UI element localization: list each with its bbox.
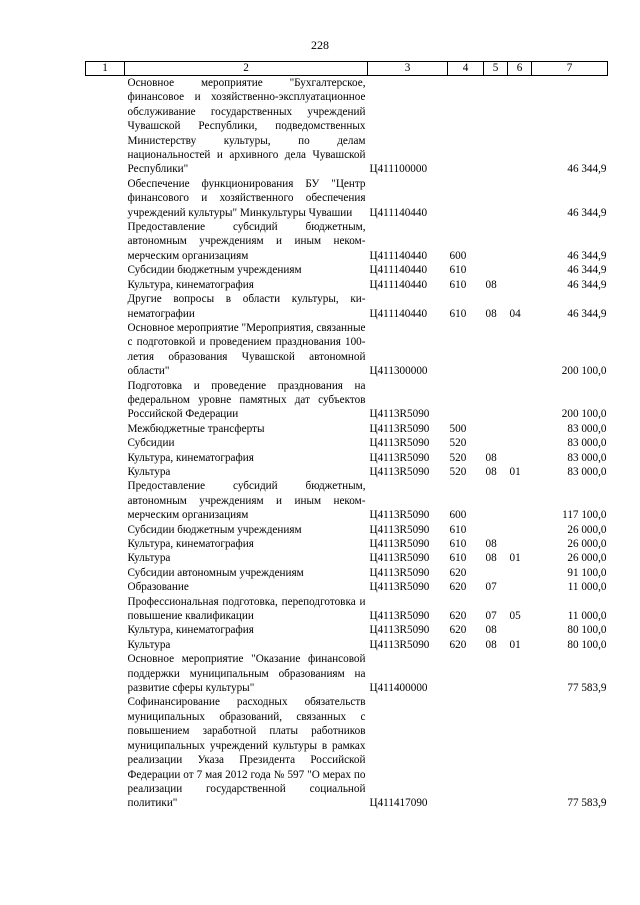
row-expense-type-cell: 620 <box>449 581 467 594</box>
row-col-1-cell <box>86 580 125 594</box>
row-name-cell: Культура, кинематография <box>127 624 254 637</box>
row-name-cell: Субсидии бюджетным учреждениям <box>127 264 302 277</box>
row-name-cell: Культура, кинематография <box>127 538 254 550</box>
row-col-1-cell <box>86 537 125 551</box>
row-target-article-cell: Ц411140440 <box>369 278 428 291</box>
row-amount-cell: 77 583,9 <box>567 797 607 810</box>
row-target-article-cell: Ц411140440 <box>369 206 428 219</box>
row-amount-cell: 26 000,0 <box>567 538 607 550</box>
table-row <box>86 652 608 695</box>
table-row <box>86 523 608 537</box>
row-target-article-cell: Ц4113R5090 <box>369 552 430 565</box>
row-name-cell: Софинансирование расходных обязательств муниципальных образований, связанных с повышением заработной платы работников муниципальных учреждений культуры в рамках реализации Указа Президента Российской Федерации от 7 мая 2012 года № 597 "О мерах по реализации государственной социальной политики" <box>127 696 366 810</box>
row-name-cell: Профессиональная подготовка, переподготовка и повышение квалификации <box>127 595 366 623</box>
row-amount-cell: 46 344,9 <box>567 307 607 320</box>
table-header <box>86 62 608 76</box>
row-target-article-cell: Ц4113R5090 <box>369 581 430 594</box>
row-subsection-cell <box>508 177 532 220</box>
row-expense-type-cell: 520 <box>449 437 467 450</box>
row-col-1-cell <box>86 76 125 177</box>
header-col-6: 6 <box>508 62 532 76</box>
header-row <box>86 62 608 76</box>
row-target-article-cell: Ц4113R5090 <box>369 509 430 522</box>
header-col-1: 1 <box>86 62 125 76</box>
header-col-7: 7 <box>532 62 608 76</box>
row-name-cell: Основное мероприятие "Мероприятия, связанные с подготовкой и проведением празднования 100-летия образования Чувашской автономной области" <box>127 321 366 378</box>
row-amount-cell: 83 000,0 <box>567 437 607 450</box>
row-subsection-cell: 04 <box>509 307 521 320</box>
row-target-article-cell: Ц411417090 <box>369 797 428 810</box>
row-amount-cell: 77 583,9 <box>567 682 607 695</box>
table-row <box>86 263 608 277</box>
row-section-cell <box>484 695 508 810</box>
row-expense-type-cell <box>448 695 484 810</box>
row-col-1-cell <box>86 278 125 292</box>
row-subsection-cell: 01 <box>509 465 521 478</box>
row-subsection-cell <box>508 566 532 580</box>
table-row <box>86 479 608 522</box>
row-section-cell <box>484 263 508 277</box>
row-section-cell: 08 <box>485 538 497 550</box>
row-section-cell <box>484 422 508 436</box>
row-expense-type-cell <box>448 379 484 422</box>
row-section-cell: 08 <box>485 465 497 478</box>
table-row <box>86 566 608 580</box>
row-col-1-cell <box>86 292 125 321</box>
row-subsection-cell <box>508 580 532 594</box>
row-expense-type-cell <box>448 177 484 220</box>
table-row <box>86 220 608 263</box>
row-subsection-cell <box>508 479 532 522</box>
row-subsection-cell <box>508 523 532 537</box>
table-row <box>86 551 608 565</box>
row-name-cell: Культура, кинематография <box>127 451 254 464</box>
row-subsection-cell <box>508 451 532 465</box>
row-expense-type-cell: 610 <box>449 307 467 320</box>
row-col-1-cell <box>86 695 125 810</box>
row-name-cell: Культура <box>127 638 171 651</box>
row-amount-cell: 80 100,0 <box>567 624 607 637</box>
row-target-article-cell: Ц4113R5090 <box>369 624 430 637</box>
row-subsection-cell <box>508 263 532 277</box>
header-col-2: 2 <box>125 62 368 76</box>
row-section-cell: 07 <box>485 610 497 623</box>
row-expense-type-cell: 610 <box>449 538 467 550</box>
row-section-cell <box>484 652 508 695</box>
row-col-1-cell <box>86 652 125 695</box>
row-name-cell: Субсидии автономным учреждениям <box>127 566 304 579</box>
row-target-article-cell: Ц4113R5090 <box>369 538 430 550</box>
row-subsection-cell: 05 <box>509 610 521 623</box>
row-target-article-cell: Ц411400000 <box>369 682 428 695</box>
row-subsection-cell <box>508 76 532 177</box>
header-col-4: 4 <box>448 62 484 76</box>
row-name-cell: Субсидии <box>127 437 175 450</box>
row-col-1-cell <box>86 523 125 537</box>
row-col-1-cell <box>86 566 125 580</box>
row-section-cell: 08 <box>485 451 497 464</box>
row-amount-cell: 11 000,0 <box>567 581 607 594</box>
row-name-cell: Обеспечение функционирования БУ "Центр финансового и хозяйственного обеспечения учреждений культуры" Минкультуры Чувашии <box>127 177 366 219</box>
row-name-cell: Подготовка и проведение празднования на федеральном уровне памятных дат субъектов Российской Федерации <box>127 379 366 421</box>
row-amount-cell: 200 100,0 <box>561 365 607 378</box>
row-name-cell: Основное мероприятие "Бухгалтерское, финансовое и хозяйственно-эксплуатационное обслуживание государственных учреждений Чувашской Республики, подведомственных Министерству культуры, по делам национальностей и архивного дела Чувашской Республики" <box>127 77 366 176</box>
row-section-cell <box>484 220 508 263</box>
row-amount-cell: 46 344,9 <box>567 278 607 291</box>
table-row <box>86 278 608 292</box>
table-row <box>86 451 608 465</box>
row-target-article-cell: Ц4113R5090 <box>369 523 430 536</box>
row-name-cell: Основное мероприятие "Оказание финансовой поддержки муниципальным образованиям на развитие сферы культуры" <box>127 653 366 695</box>
header-col-5: 5 <box>484 62 508 76</box>
row-col-1-cell <box>86 220 125 263</box>
row-name-cell: Культура <box>127 465 171 478</box>
row-amount-cell: 46 344,9 <box>567 249 607 262</box>
row-name-cell: Субсидии бюджетным учреждениям <box>127 523 302 536</box>
row-col-1-cell <box>86 436 125 450</box>
row-col-1-cell <box>86 263 125 277</box>
row-subsection-cell <box>508 278 532 292</box>
table-row <box>86 595 608 624</box>
row-expense-type-cell: 610 <box>449 264 467 277</box>
row-expense-type-cell: 520 <box>449 451 467 464</box>
row-section-cell <box>484 479 508 522</box>
row-expense-type-cell <box>448 652 484 695</box>
row-expense-type-cell: 620 <box>449 566 467 579</box>
row-subsection-cell <box>508 379 532 422</box>
row-amount-cell: 91 100,0 <box>567 566 607 579</box>
row-col-1-cell <box>86 422 125 436</box>
table-row <box>86 695 608 810</box>
header-col-3: 3 <box>368 62 448 76</box>
row-section-cell: 08 <box>485 624 497 637</box>
row-amount-cell: 80 100,0 <box>567 638 607 651</box>
table-row <box>86 76 608 177</box>
row-expense-type-cell <box>448 76 484 177</box>
row-target-article-cell: Ц411140440 <box>369 249 428 262</box>
row-name-cell: Культура, кинематография <box>127 278 254 291</box>
row-col-1-cell <box>86 177 125 220</box>
row-section-cell: 08 <box>485 638 497 651</box>
row-expense-type-cell: 600 <box>449 509 467 522</box>
row-section-cell <box>484 523 508 537</box>
row-expense-type-cell: 620 <box>449 624 467 637</box>
row-expense-type-cell: 520 <box>449 465 467 478</box>
row-name-cell: Культура <box>127 552 171 565</box>
table-row <box>86 321 608 379</box>
table-row <box>86 177 608 220</box>
table-row <box>86 292 608 321</box>
row-section-cell <box>484 177 508 220</box>
row-section-cell <box>484 379 508 422</box>
row-subsection-cell <box>508 422 532 436</box>
row-amount-cell: 83 000,0 <box>567 422 607 435</box>
row-section-cell: 08 <box>485 307 497 320</box>
row-expense-type-cell: 610 <box>449 278 467 291</box>
table-row <box>86 537 608 551</box>
table-body <box>86 76 608 811</box>
row-section-cell: 08 <box>485 278 497 291</box>
row-subsection-cell <box>508 695 532 810</box>
row-col-1-cell <box>86 638 125 652</box>
row-amount-cell: 83 000,0 <box>567 465 607 478</box>
row-target-article-cell: Ц4113R5090 <box>369 422 430 435</box>
table-row <box>86 436 608 450</box>
row-target-article-cell: Ц4113R5090 <box>369 451 430 464</box>
row-section-cell <box>484 566 508 580</box>
row-target-article-cell: Ц411300000 <box>369 365 428 378</box>
row-section-cell <box>484 321 508 379</box>
row-section-cell <box>484 76 508 177</box>
row-expense-type-cell: 610 <box>449 552 467 565</box>
row-subsection-cell <box>508 321 532 379</box>
row-subsection-cell <box>508 623 532 637</box>
table-row <box>86 465 608 479</box>
row-col-1-cell <box>86 551 125 565</box>
row-col-1-cell <box>86 479 125 522</box>
row-col-1-cell <box>86 623 125 637</box>
row-target-article-cell: Ц4113R5090 <box>369 465 430 478</box>
row-expense-type-cell: 600 <box>449 249 467 262</box>
row-col-1-cell <box>86 465 125 479</box>
row-amount-cell: 46 344,9 <box>567 163 607 176</box>
budget-table <box>85 61 608 811</box>
row-target-article-cell: Ц4113R5090 <box>369 638 430 651</box>
table-row <box>86 623 608 637</box>
row-col-1-cell <box>86 321 125 379</box>
row-amount-cell: 46 344,9 <box>567 206 607 219</box>
row-subsection-cell <box>508 537 532 551</box>
row-amount-cell: 200 100,0 <box>561 408 607 421</box>
row-expense-type-cell <box>448 321 484 379</box>
row-amount-cell: 46 344,9 <box>567 264 607 277</box>
row-subsection-cell: 01 <box>509 552 521 565</box>
row-target-article-cell: Ц4113R5090 <box>369 610 430 623</box>
row-expense-type-cell: 620 <box>449 638 467 651</box>
row-section-cell: 08 <box>485 552 497 565</box>
row-col-1-cell <box>86 379 125 422</box>
table-row <box>86 422 608 436</box>
row-subsection-cell <box>508 436 532 450</box>
row-expense-type-cell: 610 <box>449 523 467 536</box>
row-amount-cell: 11 000,0 <box>567 610 607 623</box>
row-subsection-cell <box>508 220 532 263</box>
row-section-cell <box>484 436 508 450</box>
row-name-cell: Предоставление субсидий бюджетным, автономным учреждениям и иным некоммерческим организациям <box>127 221 366 262</box>
row-target-article-cell: Ц411140440 <box>369 307 428 320</box>
row-subsection-cell: 01 <box>509 638 521 651</box>
row-expense-type-cell: 500 <box>449 422 467 435</box>
row-subsection-cell <box>508 652 532 695</box>
row-col-1-cell <box>86 595 125 624</box>
table-row <box>86 638 608 652</box>
row-target-article-cell: Ц411100000 <box>369 163 428 176</box>
row-name-cell: Межбюджетные трансферты <box>127 422 265 435</box>
row-target-article-cell: Ц4113R5090 <box>369 566 430 579</box>
table-row <box>86 379 608 422</box>
row-amount-cell: 117 100,0 <box>562 509 607 522</box>
row-amount-cell: 26 000,0 <box>567 552 607 565</box>
page-number: 228 <box>311 38 329 52</box>
row-name-cell: Образование <box>127 581 189 594</box>
row-amount-cell: 26 000,0 <box>567 523 607 536</box>
table-row <box>86 580 608 594</box>
row-name-cell: Предоставление субсидий бюджетным, автономным учреждениям и иным некоммерческим организациям <box>127 480 366 522</box>
row-section-cell: 07 <box>485 581 497 594</box>
row-target-article-cell: Ц4113R5090 <box>369 437 430 450</box>
row-name-cell: Другие вопросы в области культуры, кинематографии <box>127 293 366 320</box>
row-expense-type-cell: 620 <box>449 610 467 623</box>
row-amount-cell: 83 000,0 <box>567 451 607 464</box>
row-col-1-cell <box>86 451 125 465</box>
row-target-article-cell: Ц4113R5090 <box>369 408 430 421</box>
row-target-article-cell: Ц411140440 <box>369 264 428 277</box>
